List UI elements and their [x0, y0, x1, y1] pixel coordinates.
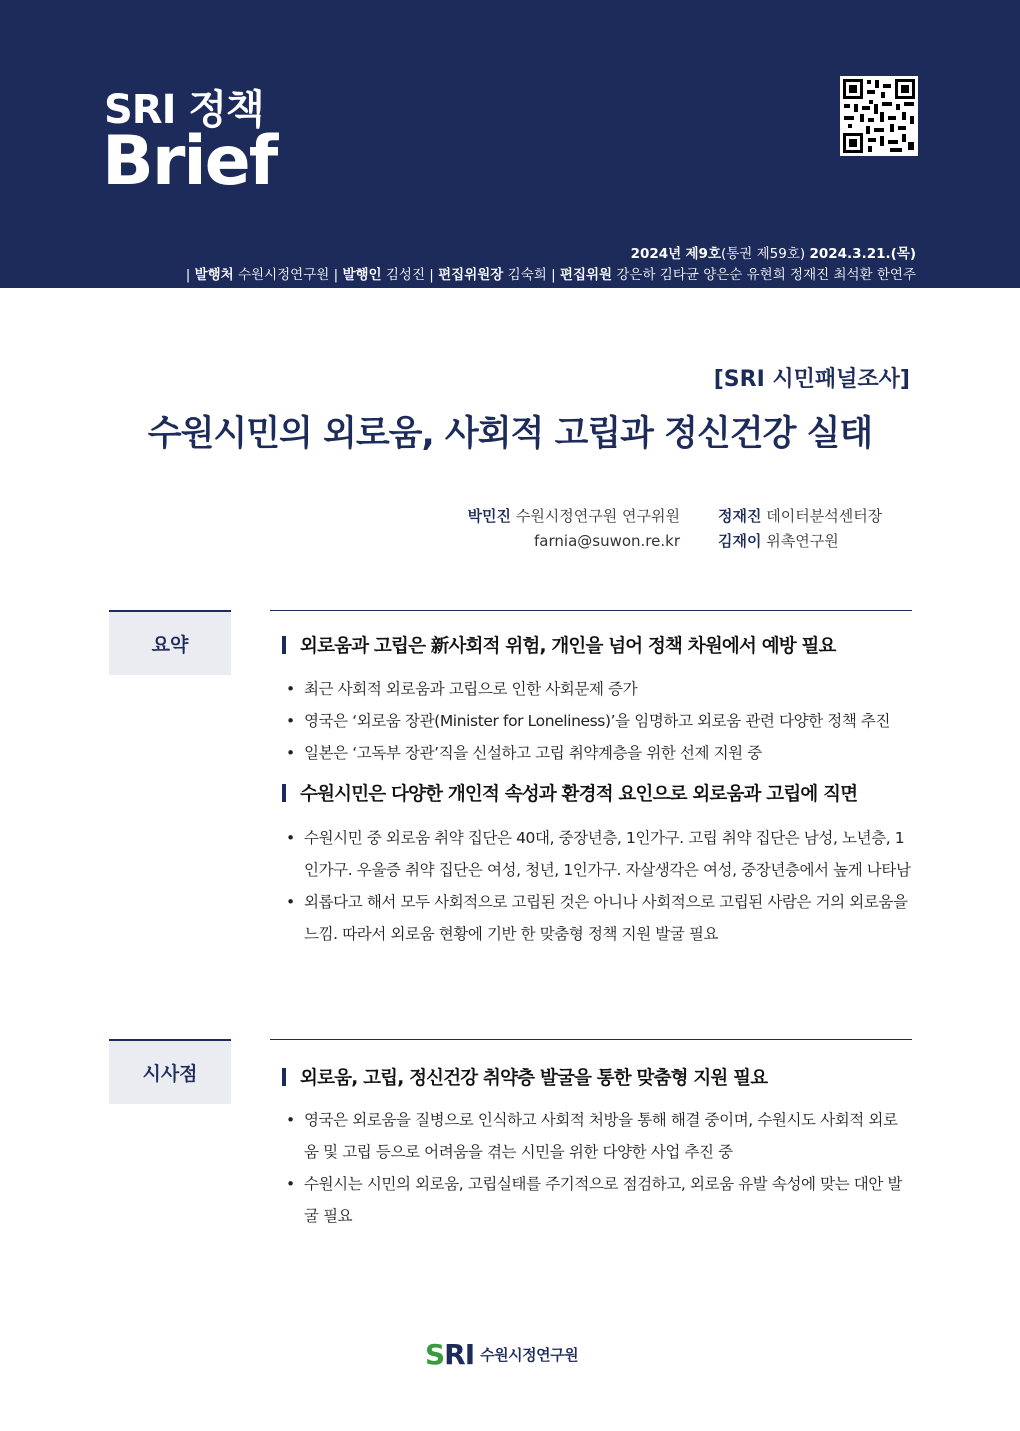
author-email[interactable]: farnia@suwon.re.kr: [534, 532, 680, 550]
article-title: 수원시민의 외로움, 사회적 고립과 정신건강 실태: [147, 414, 873, 454]
list-item: • 수원시는 시민의 외로움, 고립실태를 주기적으로 점검하고, 외로움 유발 속성에 맞는 대안 발굴 필요: [284, 1168, 912, 1232]
issue-date: 2024.3.21.(목): [809, 246, 916, 262]
summary-heading-2-text: 수원시민은 다양한 개인적 속성과 환경적 요인으로 외로움과 고립에 직면: [300, 784, 858, 805]
implications-heading-text: 외로움, 고립, 정신건강 취약층 발굴을 통한 맞춤형 지원 필요: [300, 1068, 768, 1089]
author-line: [468, 504, 680, 529]
issue-total: (통권 제59호): [721, 246, 806, 262]
credit-role-publisher-org: 발행처: [194, 267, 234, 283]
section-divider: [270, 610, 912, 611]
footer-org-name: 수원시정연구원: [480, 1346, 579, 1364]
issue-info: [631, 242, 916, 262]
credit-name-chief-editor: 김숙희: [507, 267, 547, 283]
section-label-summary: 요약: [109, 610, 231, 675]
publication-credits: | 발행처 수원시정연구원 | 발행인 김성진 | 편집위원장 김숙희 | 편집위원 강은하 김타균 양은순 유현희 정재진 최석환 한연주: [185, 267, 916, 283]
issue-year: 2024년: [630, 246, 682, 262]
implications-bullets: [284, 1104, 912, 1232]
credit-name-editors: 강은하 김타균 양은순 유현희 정재진 최석환 한연주: [616, 267, 916, 283]
article-kicker: [SRI 시민패널조사]: [713, 367, 910, 392]
author-name: 박민진: [467, 507, 512, 525]
heading-bar-icon: [282, 1068, 286, 1086]
author-name: 정재진: [718, 507, 762, 525]
brief-logo-line2: Brief: [102, 122, 277, 201]
credit-role-chief-editor: 편집위원장: [438, 267, 504, 283]
heading-bar-icon: [282, 636, 286, 654]
credit-role-publisher: 발행인: [342, 267, 382, 283]
section-label-implications: 시사점: [109, 1039, 231, 1104]
section-divider: [270, 1039, 912, 1040]
summary-heading-1-text: 외로움과 고립은 新사회적 위험, 개인을 넘어 정책 차원에서 예방 필요: [300, 636, 836, 657]
list-item: • 일본은 ‘고독부 장관’직을 신설하고 고립 취약계층을 위한 선제 지원 중: [284, 737, 912, 769]
qr-code-icon[interactable]: [840, 76, 918, 156]
author-affiliation: 위촉연구원: [766, 532, 839, 550]
sri-logo-icon: SRI: [425, 1338, 475, 1371]
issue-number: 제9호: [685, 246, 721, 262]
list-item: • 수원시민 중 외로움 취약 집단은 40대, 중장년층, 1인가구. 고립 취약 집단은 남성, 노년층, 1인가구. 우울증 취약 집단은 여성, 청년, 1인가구. 자살생각은 여성, 중장년층에서 높게 나타남: [284, 822, 912, 886]
author-email-line: [468, 529, 680, 554]
author-affiliation: 데이터분석센터장: [766, 507, 883, 525]
author-name: 김재이: [718, 532, 762, 550]
credit-role-editors: 편집위원: [559, 267, 613, 283]
summary-bullets-1: [284, 673, 912, 769]
credit-name-publisher: 김성진: [385, 267, 425, 283]
summary-heading-1: [282, 632, 914, 658]
summary-bullets-2: [284, 822, 912, 950]
author-line: [718, 504, 882, 529]
list-item: • 외롭다고 해서 모두 사회적으로 고립된 것은 아니나 사회적으로 고립된 사람은 거의 외로움을 느낌. 따라서 외로움 현황에 기반 한 맞춤형 정책 지원 발굴 필요: [284, 886, 912, 950]
list-item: • 영국은 ‘외로움 장관(Minister for Loneliness)’을 임명하고 외로움 관련 다양한 정책 추진: [284, 705, 912, 737]
authors-primary: [468, 504, 680, 554]
brief-logo-line1: SRI 정책: [104, 87, 264, 133]
footer-logo: [425, 1338, 578, 1371]
author-line: [718, 529, 882, 554]
implications-heading: [282, 1064, 914, 1090]
list-item: • 최근 사회적 외로움과 고립으로 인한 사회문제 증가: [284, 673, 912, 705]
author-affiliation: 수원시정연구원 연구위원: [515, 507, 680, 525]
summary-heading-2: [282, 780, 914, 806]
list-item: • 영국은 외로움을 질병으로 인식하고 사회적 처방을 통해 해결 중이며, 수원시도 사회적 외로움 및 고립 등으로 어려움을 겪는 시민을 위한 다양한 사업 추진 중: [284, 1104, 912, 1168]
authors-secondary: [718, 504, 882, 554]
credit-name-publisher-org: 수원시정연구원: [238, 267, 330, 283]
masthead: [0, 0, 1020, 288]
heading-bar-icon: [282, 784, 286, 802]
